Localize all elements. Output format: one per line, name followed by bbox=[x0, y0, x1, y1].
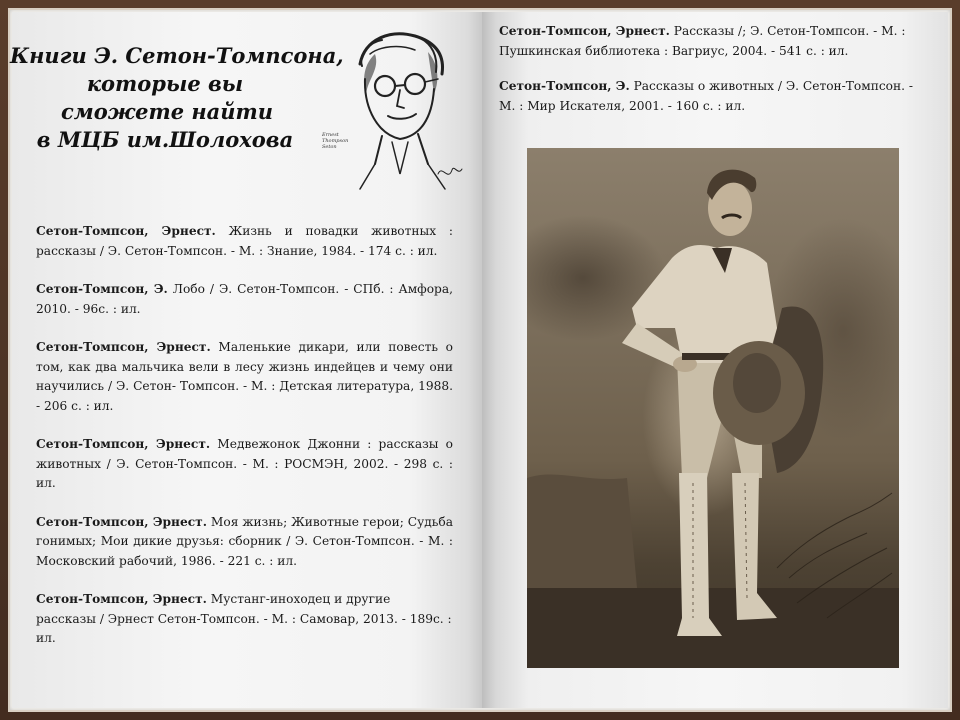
author-photograph bbox=[527, 148, 899, 668]
book-author: Сетон-Томпсон, Эрнест. bbox=[36, 224, 216, 238]
book-author: Сетон-Томпсон, Эрнест. bbox=[36, 592, 207, 606]
title-line: Книги Э. Сетон-Томпсона, bbox=[10, 43, 344, 68]
book-description: Медвежонок Джонни : рассказы о животных / Э. Сетон-Томпсон. - М. : РОСМЭН, 2002. - 298 с. : ил. bbox=[36, 437, 453, 490]
book-entry bbox=[36, 222, 453, 261]
title-line: в МЦБ им.Шолохова bbox=[36, 127, 294, 152]
book-author: Сетон-Томпсон, Эрнест. bbox=[36, 514, 207, 529]
book-entry bbox=[36, 435, 453, 494]
book-entry bbox=[36, 590, 453, 649]
book-entry bbox=[499, 22, 919, 61]
book-description: Жизнь и повадки животных : рассказы / Э. Сетон-Томпсон. - М. : Знание, 1984. - 174 с. : ил. bbox=[36, 224, 453, 258]
book-author: Сетон-Томпсон, Э. bbox=[499, 79, 630, 93]
book-description: Маленькие дикари, или повесть о том, как два мальчика вели в лесу жизнь индейцев и чему они научились / Э. Сетон- Томпсон. - М. : Детская литература, 1988. - 206 с. : ил. bbox=[36, 340, 454, 413]
book-entry bbox=[36, 513, 453, 572]
book-description: Рассказы /; Э. Сетон-Томпсон. - М. : Пушкинская библиотека : Вагриус, 2004. - 541 с. : ил. bbox=[499, 24, 906, 58]
author-sketch-portrait bbox=[320, 24, 470, 194]
book-author: Сетон-Томпсон, Эрнест. bbox=[36, 437, 211, 451]
book-description: Лобо / Э. Сетон-Томпсон. - СПб. : Амфора, 2010. - 96с. : ил. bbox=[36, 282, 453, 316]
sketch-caption: Ernest Thompson Seton bbox=[322, 132, 349, 150]
photo-figure bbox=[527, 148, 899, 668]
title-line: сможете найти bbox=[60, 99, 274, 124]
book-author: Сетон-Томпсон, Эрнест. bbox=[499, 24, 670, 38]
book-description: Мустанг-иноходец и другие рассказы / Эрнест Сетон-Томпсон. - М. : Самовар, 2013. - 189с. : ил. bbox=[36, 592, 452, 645]
book-description: Рассказы о животных / Э. Сетон-Томпсон. - М. : Мир Искателя, 2001. - 160 с. : ил. bbox=[499, 79, 914, 113]
book-list-right bbox=[499, 22, 919, 132]
book-description: Моя жизнь; Животные герои; Судьба гонимых; Мои дикие друзья: сборник / Э. Сетон-Томпсон. - М. : Московский рабочий, 1986. - 221 с. : ил. bbox=[36, 514, 453, 568]
book-entry bbox=[499, 77, 919, 116]
book-list-left bbox=[36, 222, 453, 668]
book-author: Сетон-Томпсон, Эрнест. bbox=[36, 340, 211, 354]
title-line: которые вы bbox=[86, 71, 244, 96]
book-author: Сетон-Томпсон, Э. bbox=[36, 282, 168, 296]
book-entry bbox=[36, 280, 453, 319]
book-entry bbox=[36, 338, 453, 416]
